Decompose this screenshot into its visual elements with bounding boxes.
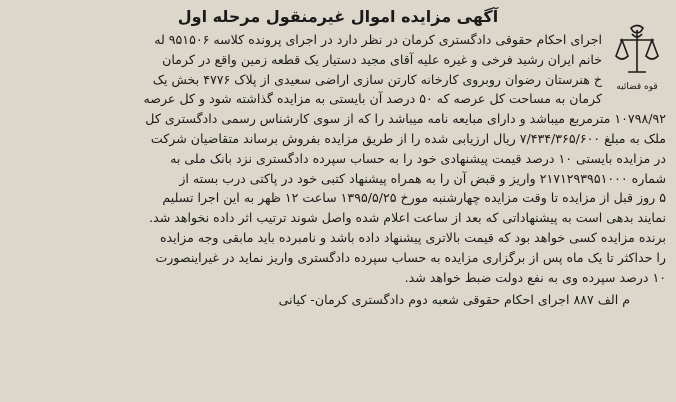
notice-footer: م الف ۸۸۷ اجرای احکام حقوقی شعبه دوم دادگستری کرمان- کیانی xyxy=(278,292,630,308)
judiciary-emblem-icon xyxy=(612,24,662,84)
notice-line: برنده مزایده کسی خواهد بود که قیمت بالاتری پیشنهاد داده باشد و نامبرده باید مابقی وجه مزایده xyxy=(159,229,666,245)
notice-body xyxy=(10,30,666,287)
notice-line: را حداکثر تا یک ماه پس از برگزاری مزایده به حساب سپرده دادگستری واریز نماید در غیراینصورت xyxy=(155,249,666,265)
notice-line: ۱۰۷۹۸/۹۲ مترمربع میباشد و دارای مبایعه نامه میباشد را که از سوی کارشناس رسمی دادگستری کل xyxy=(145,111,666,127)
notice-line: اجرای احکام حقوقی دادگستری کرمان در نظر دارد در اجرای پرونده کلاسه ۹۵۱۵۰۶ له xyxy=(154,32,602,47)
notice-line: خ هنرستان رضوان روبروی کارخانه کارتن سازی اراضی سعیدی از پلاک ۴۷۷۶ بخش یک xyxy=(152,71,602,87)
notice-line: خانم ایران رشید فرخی و غیره علیه آقای مجید دستیار یک قطعه زمین واقع در کرمان xyxy=(162,51,602,67)
notice-line: نمایند بدهی است به پیشنهاداتی که بعد از ساعت اعلام شده واصل شوند ترتیب اثر داده نخواهد شد. xyxy=(149,210,666,226)
notice-line: ۱۰ درصد سپرده وی به نفع دولت ضبط خواهد شد. xyxy=(404,269,666,285)
notice-line: کرمان به مساحت کل عرصه که ۵۰ درصد آن بایستی به مزایده گذاشته شود و کل عرصه xyxy=(143,91,602,107)
notice-line: ملک به مبلغ ۷/۴۳۴/۳۶۵/۶۰۰ ریال ارزیابی شده را از طریق مزایده بفروش برساند متقاضیان شرکت xyxy=(150,130,666,146)
notice-line: در مزایده بایستی ۱۰ درصد قیمت پیشنهادی خود را به حساب سپرده دادگستری نزد بانک ملی به xyxy=(170,150,666,166)
notice-title: آگهی مزایده اموال غیرمنقول مرحله اول xyxy=(177,7,499,26)
notice-line: ۵ روز قبل از مزایده تا وقت مزایده چهارشنبه مورخ ۱۳۹۵/۵/۲۵ ساعت ۱۲ ظهر به این اجرا تسلیم xyxy=(162,190,666,206)
notice-line: شماره ۲۱۷۱۲۹۳۹۵۱۰۰۰ واریز و قبض آن را به همراه پیشنهاد کتبی خود در پاکتی درب بسته از xyxy=(179,170,666,186)
emblem-caption: قوه قضائیه xyxy=(616,82,658,92)
